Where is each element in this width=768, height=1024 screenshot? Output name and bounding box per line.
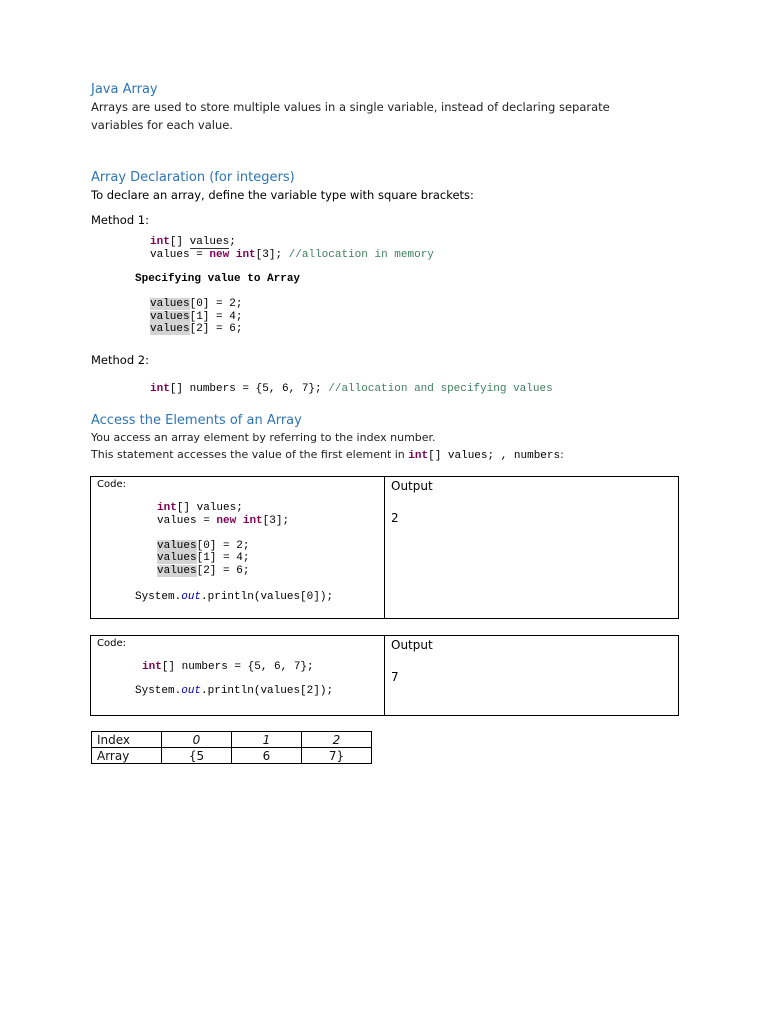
code-field: out <box>181 685 202 697</box>
box-2-code <box>142 661 314 674</box>
code-line <box>157 565 249 577</box>
code-line <box>150 323 242 335</box>
code-text: [1] = 4; <box>189 310 243 323</box>
table-row <box>92 748 372 764</box>
output-label: Output <box>391 638 433 652</box>
code-text: System. <box>135 591 182 603</box>
code-text: System. <box>135 685 182 697</box>
table-cell-header: Array <box>92 748 162 764</box>
code-output-box-1 <box>90 476 679 619</box>
code-line <box>150 249 434 261</box>
keyword: int <box>150 383 170 395</box>
box-1-print <box>135 591 333 604</box>
box-1-code <box>157 502 289 577</box>
table-cell: {5 <box>162 748 232 764</box>
code-text: [] values; <box>176 502 243 514</box>
box-divider <box>384 477 385 618</box>
code-line <box>150 236 236 249</box>
access-line-2 <box>91 446 564 465</box>
code-text: ; <box>229 236 236 248</box>
method-1-label: Method 1: <box>91 213 149 227</box>
code-text: [0] = 2; <box>196 539 250 552</box>
table-cell: 6 <box>232 748 302 764</box>
code-var: values <box>157 552 197 564</box>
code-text: [0] = 2; <box>189 298 243 310</box>
code-label: Code: <box>97 479 126 490</box>
intro-line-1: Arrays are used to store multiple values in a single variable, instead of declaring separate <box>91 100 610 114</box>
code-var: values <box>150 310 190 323</box>
keyword: new <box>216 514 237 527</box>
access-line-1: You access an array element by referring to the index number. <box>91 431 436 444</box>
code-text: values = <box>150 248 210 261</box>
box-2-print <box>135 685 333 698</box>
section-title-java-array: Java Array <box>91 82 158 97</box>
keyword: int <box>235 248 256 261</box>
code-var: values <box>150 298 190 310</box>
declaration-subtitle: To declare an array, define the variable type with square brackets: <box>91 188 474 202</box>
code-var: values <box>150 323 190 335</box>
index-table <box>91 731 372 764</box>
keyword: new <box>209 248 230 261</box>
table-cell: 0 <box>162 732 232 748</box>
code-text: [3]; <box>255 248 289 261</box>
code-output-box-2 <box>90 635 679 716</box>
code-var: values <box>157 564 197 577</box>
keyword: int <box>408 450 429 462</box>
code-text: .println(values[0]); <box>201 591 334 603</box>
code-text: [] numbers = {5, 6, 7}; <box>169 383 329 395</box>
keyword: int <box>157 502 177 514</box>
output-value: 7 <box>391 670 399 684</box>
code-text: [1] = 4; <box>196 552 250 564</box>
table-cell: 1 <box>232 732 302 748</box>
access-paragraph <box>91 429 564 465</box>
table-cell: 2 <box>302 732 372 748</box>
method-2-label: Method 2: <box>91 353 149 367</box>
intro-paragraph <box>91 98 610 134</box>
box-divider <box>384 636 385 715</box>
code-line <box>157 552 249 564</box>
method-2-code <box>150 383 553 396</box>
keyword: int <box>242 514 263 527</box>
section-title-access: Access the Elements of an Array <box>91 413 302 428</box>
code-text: [] <box>169 236 190 248</box>
access-line-2-text: This statement accesses the value of the first element in <box>91 448 409 461</box>
access-line-2-suffix: : <box>560 448 564 461</box>
code-var: values <box>157 539 197 552</box>
code-line <box>157 540 249 552</box>
code-comment: //allocation in memory <box>288 248 434 261</box>
output-value: 2 <box>391 511 399 525</box>
code-text: [3]; <box>262 514 290 527</box>
code-text: .println(values[2]); <box>201 685 334 697</box>
output-label: Output <box>391 479 433 493</box>
code-text: [2] = 6; <box>196 564 250 577</box>
code-field: out <box>181 591 202 603</box>
code-text: [2] = 6; <box>189 323 243 335</box>
code-label: Code: <box>97 638 126 649</box>
code-comment: //allocation and specifying values <box>328 383 553 395</box>
assign-code <box>150 298 242 336</box>
method-1-code <box>150 236 434 261</box>
code-text: [] numbers = {5, 6, 7}; <box>161 661 314 673</box>
code-text: values = <box>157 514 217 527</box>
specifying-label: Specifying value to Array <box>135 273 301 285</box>
code-line <box>150 298 242 310</box>
inline-code: [] values; , numbers <box>428 450 561 462</box>
table-cell: 7} <box>302 748 372 764</box>
section-title-declaration: Array Declaration (for integers) <box>91 170 295 185</box>
code-line <box>157 502 243 514</box>
keyword: int <box>142 661 162 673</box>
code-line <box>157 515 289 527</box>
table-row <box>92 732 372 748</box>
code-line <box>150 311 242 323</box>
code-var: values <box>189 236 230 248</box>
keyword: int <box>150 236 170 248</box>
table-cell-header: Index <box>92 732 162 748</box>
intro-line-2: variables for each value. <box>91 118 233 132</box>
